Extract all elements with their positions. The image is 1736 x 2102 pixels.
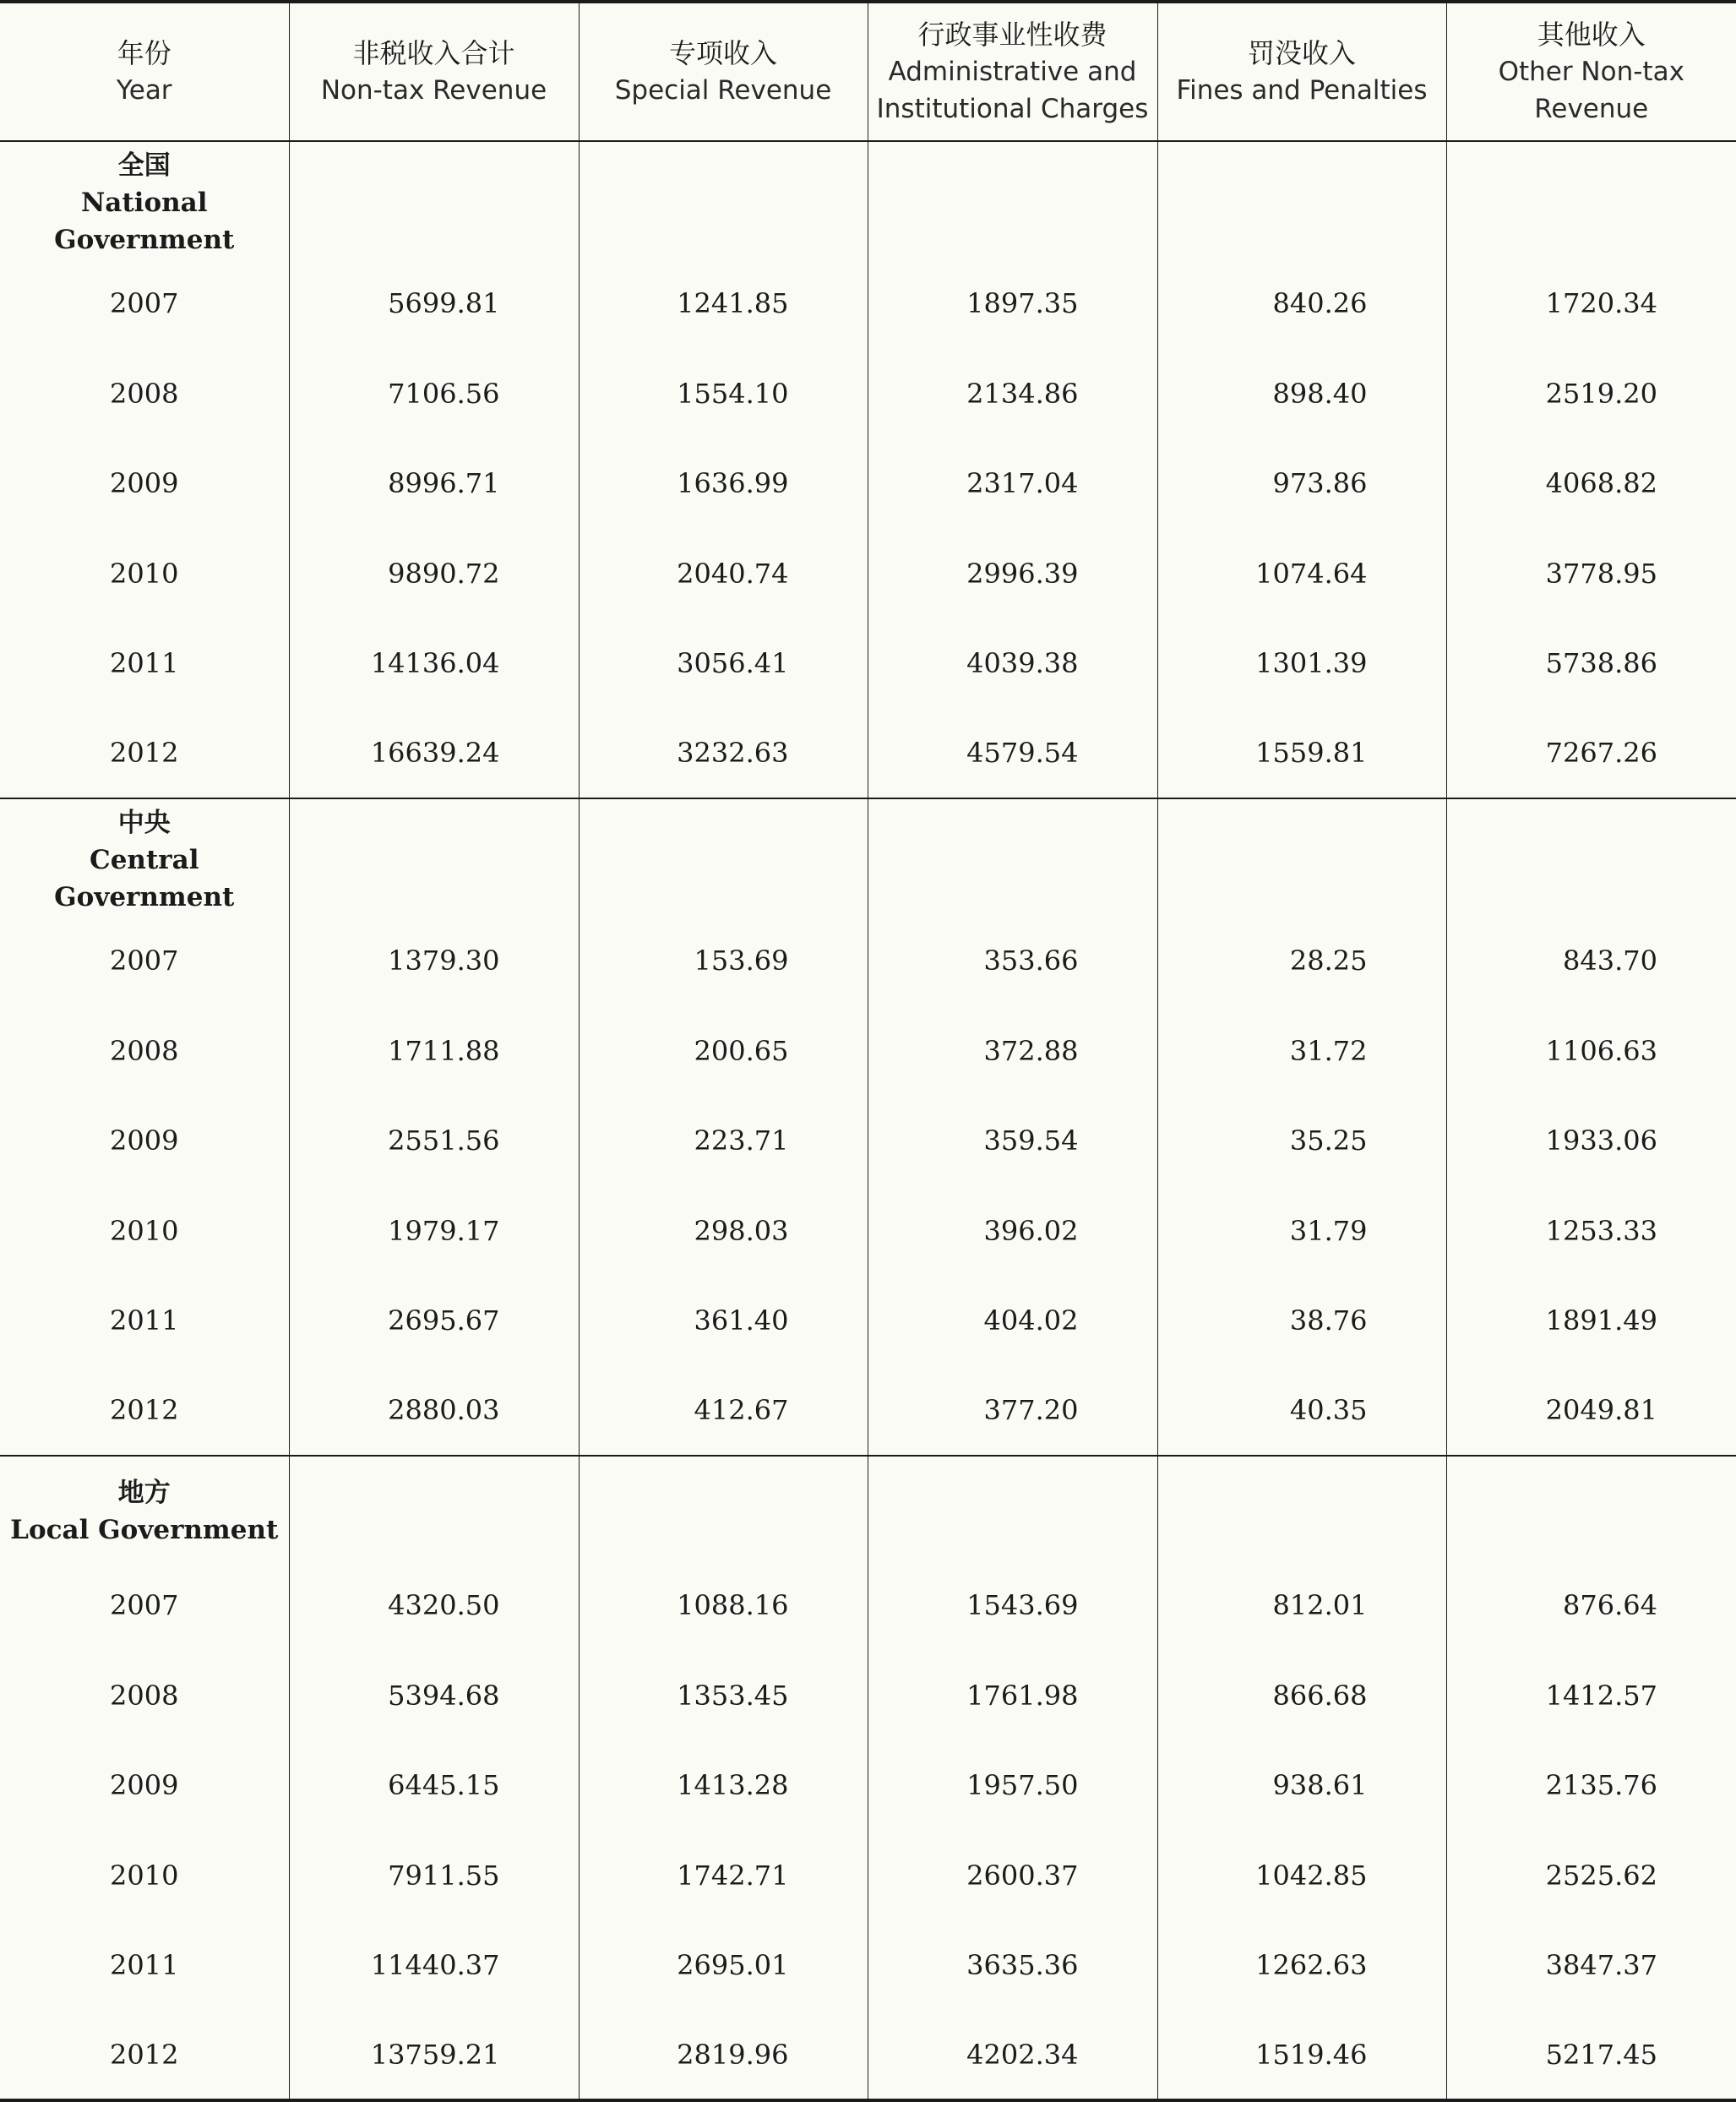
value-cell: 1957.50 [868, 1740, 1157, 1831]
group-name [0, 1456, 289, 1560]
year-cell: 2008 [110, 377, 179, 410]
group-name-zh: 地方 [117, 1477, 171, 1508]
value-cell: 2996.39 [868, 529, 1157, 619]
empty-cell [1446, 141, 1736, 259]
empty-cell [868, 141, 1157, 259]
value-cell: 361.40 [579, 1276, 868, 1366]
header-special-revenue-zh: 专项收入 [668, 37, 777, 69]
year-cell: 2010 [110, 557, 179, 590]
empty-cell [1446, 1456, 1736, 1560]
value-cell: 1711.88 [289, 1006, 579, 1097]
table-row [0, 1186, 1736, 1277]
value-cell: 2551.56 [289, 1096, 579, 1186]
header-non-tax-revenue [289, 2, 579, 141]
value-cell: 866.68 [1157, 1651, 1446, 1741]
value-cell: 1413.28 [579, 1740, 868, 1831]
table-row [0, 529, 1736, 619]
group-name-zh: 中央 [117, 808, 171, 838]
value-cell: 14136.04 [289, 618, 579, 709]
value-cell: 2695.01 [579, 1920, 868, 2011]
value-cell: 7911.55 [289, 1831, 579, 1921]
table-row [0, 438, 1736, 529]
value-cell: 2819.96 [579, 2011, 868, 2101]
year-cell: 2009 [110, 467, 179, 500]
value-cell: 2525.62 [1446, 1831, 1736, 1921]
table-row [0, 1560, 1736, 1651]
value-cell: 1353.45 [579, 1651, 868, 1741]
value-cell: 1088.16 [579, 1560, 868, 1651]
empty-cell [289, 798, 579, 916]
value-cell: 200.65 [579, 1006, 868, 1097]
value-cell: 1742.71 [579, 1831, 868, 1921]
value-cell: 2600.37 [868, 1831, 1157, 1921]
value-cell: 3056.41 [579, 618, 868, 709]
value-cell: 6445.15 [289, 1740, 579, 1831]
value-cell: 4202.34 [868, 2011, 1157, 2101]
header-admin-charges [868, 2, 1157, 141]
value-cell: 372.88 [868, 1006, 1157, 1097]
value-cell: 1979.17 [289, 1186, 579, 1277]
empty-cell [289, 141, 579, 259]
table-row [0, 349, 1736, 439]
value-cell: 1543.69 [868, 1560, 1157, 1651]
table-header [0, 2, 1736, 141]
value-cell: 1933.06 [1446, 1096, 1736, 1186]
header-special-revenue-en: Special Revenue [614, 75, 832, 106]
value-cell: 938.61 [1157, 1740, 1446, 1831]
table-row [0, 1740, 1736, 1831]
header-year [0, 2, 289, 141]
value-cell: 40.35 [1157, 1366, 1446, 1457]
group-header-row [0, 141, 1736, 259]
table-row [0, 1920, 1736, 2011]
header-admin-charges-zh: 行政事业性收费 [917, 19, 1107, 51]
year-cell: 2008 [110, 1679, 179, 1712]
empty-cell [579, 1456, 868, 1560]
value-cell: 2040.74 [579, 529, 868, 619]
header-other-revenue-zh: 其他收入 [1537, 19, 1646, 51]
value-cell: 1262.63 [1157, 1920, 1446, 2011]
empty-cell [579, 141, 868, 259]
value-cell: 1897.35 [868, 259, 1157, 349]
value-cell: 1042.85 [1157, 1831, 1446, 1921]
empty-cell [1446, 798, 1736, 916]
value-cell: 404.02 [868, 1276, 1157, 1366]
value-cell: 1636.99 [579, 438, 868, 529]
value-cell: 31.79 [1157, 1186, 1446, 1277]
table-row [0, 618, 1736, 709]
header-fines-penalties [1157, 2, 1446, 141]
value-cell: 4320.50 [289, 1560, 579, 1651]
value-cell: 396.02 [868, 1186, 1157, 1277]
header-row [0, 2, 1736, 141]
table-row [0, 1096, 1736, 1186]
value-cell: 298.03 [579, 1186, 868, 1277]
value-cell: 5217.45 [1446, 2011, 1736, 2101]
header-fines-penalties-en: Fines and Penalties [1176, 75, 1428, 106]
group-name-en: Local Government [10, 1514, 279, 1545]
value-cell: 38.76 [1157, 1276, 1446, 1366]
group-header-row [0, 798, 1736, 916]
value-cell: 11440.37 [289, 1920, 579, 2011]
value-cell: 353.66 [868, 916, 1157, 1006]
year-cell: 2007 [110, 945, 179, 977]
value-cell: 843.70 [1446, 916, 1736, 1006]
group-name-en: Central Government [54, 845, 235, 912]
value-cell: 1761.98 [868, 1651, 1157, 1741]
header-special-revenue [579, 2, 868, 141]
header-non-tax-revenue-zh: 非税收入合计 [352, 37, 515, 69]
group-header-row [0, 1456, 1736, 1560]
value-cell: 840.26 [1157, 259, 1446, 349]
value-cell: 153.69 [579, 916, 868, 1006]
value-cell: 5738.86 [1446, 618, 1736, 709]
value-cell: 9890.72 [289, 529, 579, 619]
value-cell: 973.86 [1157, 438, 1446, 529]
empty-cell [579, 798, 868, 916]
group-name [0, 141, 289, 259]
value-cell: 35.25 [1157, 1096, 1446, 1186]
group-national [0, 141, 1736, 798]
table-row [0, 1366, 1736, 1457]
value-cell: 4039.38 [868, 618, 1157, 709]
empty-cell [1157, 1456, 1446, 1560]
value-cell: 1074.64 [1157, 529, 1446, 619]
year-cell: 2011 [110, 1304, 179, 1337]
value-cell: 4068.82 [1446, 438, 1736, 529]
value-cell: 898.40 [1157, 349, 1446, 439]
value-cell: 876.64 [1446, 1560, 1736, 1651]
group-name [0, 798, 289, 916]
header-other-revenue [1446, 2, 1736, 141]
value-cell: 1253.33 [1446, 1186, 1736, 1277]
year-cell: 2007 [110, 1589, 179, 1622]
value-cell: 3232.63 [579, 709, 868, 799]
table-row [0, 916, 1736, 1006]
value-cell: 16639.24 [289, 709, 579, 799]
value-cell: 4579.54 [868, 709, 1157, 799]
header-year-zh: 年份 [117, 37, 171, 69]
value-cell: 1891.49 [1446, 1276, 1736, 1366]
value-cell: 3635.36 [868, 1920, 1157, 2011]
empty-cell [1157, 141, 1446, 259]
year-cell: 2007 [110, 287, 179, 320]
value-cell: 1554.10 [579, 349, 868, 439]
value-cell: 1519.46 [1157, 2011, 1446, 2101]
table-row [0, 2011, 1736, 2101]
group-name-zh: 全国 [117, 150, 171, 181]
value-cell: 2695.67 [289, 1276, 579, 1366]
value-cell: 3778.95 [1446, 529, 1736, 619]
value-cell: 8996.71 [289, 438, 579, 529]
year-cell: 2008 [110, 1034, 179, 1067]
year-cell: 2012 [0, 1366, 289, 1457]
value-cell: 1412.57 [1446, 1651, 1736, 1741]
value-cell: 13759.21 [289, 2011, 579, 2101]
header-other-revenue-en: Other Non-tax Revenue [1498, 57, 1684, 124]
value-cell: 5394.68 [289, 1651, 579, 1741]
table-row [0, 1651, 1736, 1741]
value-cell: 1301.39 [1157, 618, 1446, 709]
year-cell: 2011 [110, 1949, 179, 1982]
year-cell: 2009 [110, 1769, 179, 1802]
header-fines-penalties-zh: 罚没收入 [1247, 37, 1356, 69]
value-cell: 2134.86 [868, 349, 1157, 439]
value-cell: 1241.85 [579, 259, 868, 349]
year-cell: 2012 [0, 2011, 289, 2101]
table-row [0, 1006, 1736, 1097]
table-row [0, 1831, 1736, 1921]
table-row [0, 259, 1736, 349]
empty-cell [868, 1456, 1157, 1560]
header-non-tax-revenue-en: Non-tax Revenue [320, 75, 547, 106]
value-cell: 2317.04 [868, 438, 1157, 529]
empty-cell [868, 798, 1157, 916]
year-cell: 2012 [0, 709, 289, 799]
value-cell: 377.20 [868, 1366, 1157, 1457]
value-cell: 412.67 [579, 1366, 868, 1457]
value-cell: 31.72 [1157, 1006, 1446, 1097]
year-cell: 2011 [110, 647, 179, 680]
header-year-en: Year [116, 75, 172, 106]
value-cell: 7106.56 [289, 349, 579, 439]
header-admin-charges-en: Administrative and Institutional Charges [876, 57, 1149, 124]
value-cell: 1720.34 [1446, 259, 1736, 349]
value-cell: 223.71 [579, 1096, 868, 1186]
year-cell: 2009 [110, 1125, 179, 1157]
group-central [0, 798, 1736, 1456]
year-cell: 2010 [110, 1859, 179, 1892]
table-row [0, 709, 1736, 799]
year-cell: 2010 [110, 1214, 179, 1247]
value-cell: 7267.26 [1446, 709, 1736, 799]
value-cell: 359.54 [868, 1096, 1157, 1186]
table-row [0, 1276, 1736, 1366]
empty-cell [289, 1456, 579, 1560]
value-cell: 1379.30 [289, 916, 579, 1006]
value-cell: 28.25 [1157, 916, 1446, 1006]
value-cell: 1106.63 [1446, 1006, 1736, 1097]
empty-cell [1157, 798, 1446, 916]
group-local [0, 1456, 1736, 2100]
value-cell: 2880.03 [289, 1366, 579, 1457]
value-cell: 5699.81 [289, 259, 579, 349]
value-cell: 2049.81 [1446, 1366, 1736, 1457]
value-cell: 3847.37 [1446, 1920, 1736, 2011]
value-cell: 2135.76 [1446, 1740, 1736, 1831]
value-cell: 2519.20 [1446, 349, 1736, 439]
group-name-en: National Government [54, 188, 235, 255]
value-cell: 1559.81 [1157, 709, 1446, 799]
value-cell: 812.01 [1157, 1560, 1446, 1651]
